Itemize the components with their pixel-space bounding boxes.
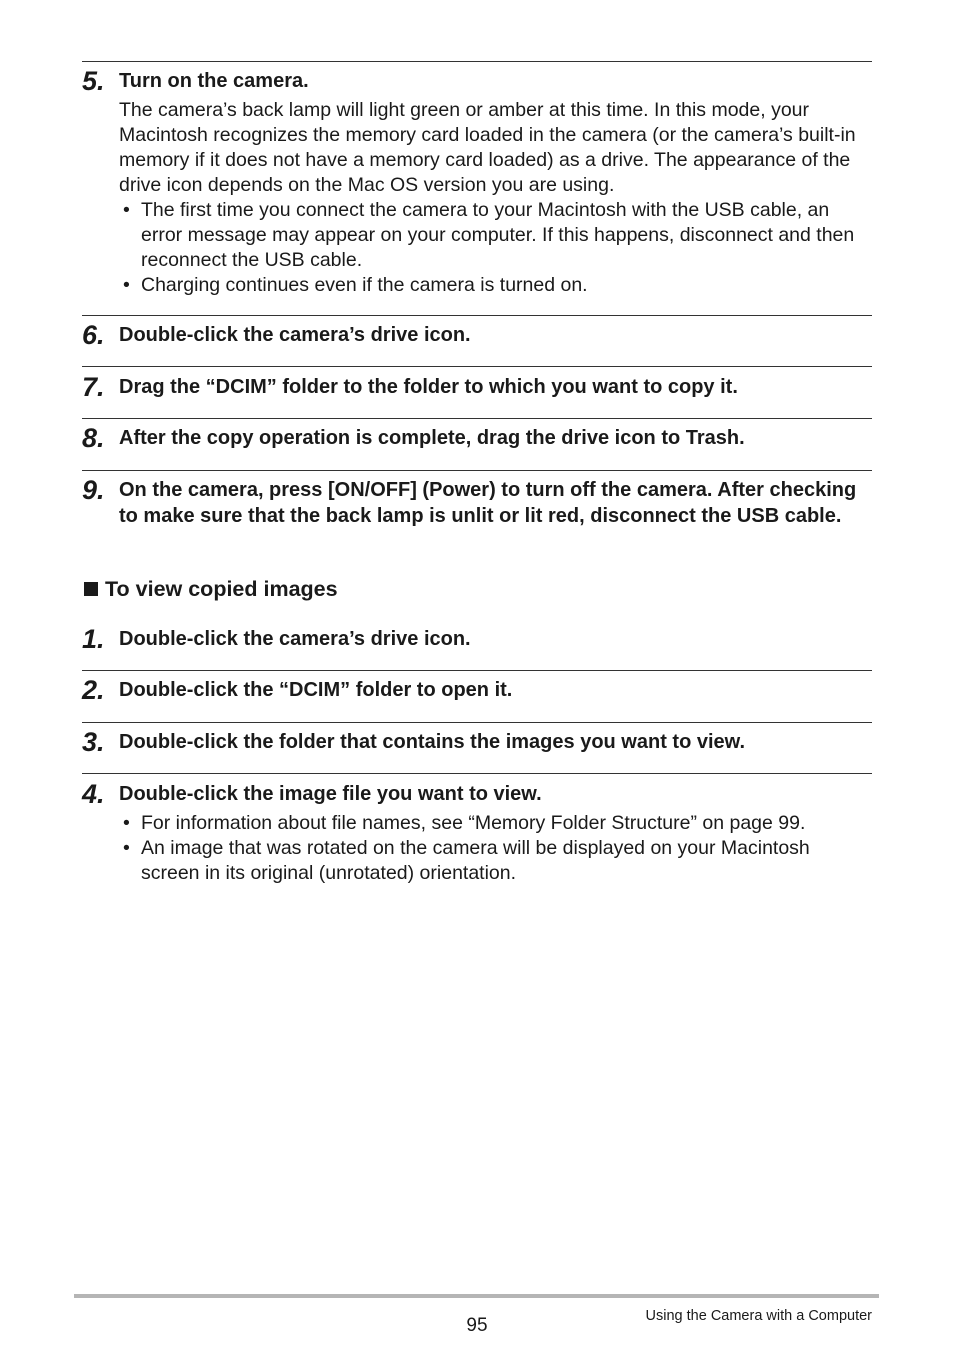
chapter-title: Using the Camera with a Computer	[645, 1308, 872, 1324]
page-number: 95	[466, 1315, 488, 1336]
step-title: Drag the “DCIM” folder to the folder to which you want to copy it.	[119, 376, 738, 398]
step-title: Double-click the camera’s drive icon.	[119, 324, 471, 346]
square-bullet-icon	[84, 582, 98, 596]
step-divider	[82, 470, 872, 471]
step-number: 7.	[82, 372, 105, 402]
step-number: 6.	[82, 320, 105, 350]
step-number: 4.	[82, 779, 105, 809]
bullet-text: An image that was rotated on the camera will be displayed on your Macintosh screen in its original (unrotated) orientation.	[141, 837, 810, 884]
bullet-dot: •	[123, 199, 130, 221]
step-title: Double-click the folder that contains the images you want to view.	[119, 731, 746, 753]
step-divider	[82, 722, 872, 723]
step-title: Turn on the camera.	[119, 70, 309, 92]
step-number: 5.	[82, 66, 105, 96]
step-title: Double-click the “DCIM” folder to open it.	[119, 679, 513, 701]
bullet-dot: •	[123, 837, 130, 859]
step-number: 9.	[82, 475, 105, 505]
section-heading	[84, 577, 338, 602]
step-divider	[82, 773, 872, 774]
step-number: 3.	[82, 727, 105, 757]
bullet-dot: •	[123, 812, 130, 834]
bullet-text: Charging continues even if the camera is turned on.	[141, 274, 588, 296]
step-divider	[82, 315, 872, 316]
bullet-text: For information about file names, see “Memory Folder Structure” on page 99.	[141, 812, 806, 834]
footer-divider	[74, 1294, 879, 1298]
step-number: 2.	[82, 675, 105, 705]
step-divider	[82, 670, 872, 671]
step-divider	[82, 61, 872, 62]
step-title: After the copy operation is complete, drag the drive icon to Trash.	[119, 427, 745, 449]
step-divider	[82, 366, 872, 367]
step-number: 8.	[82, 423, 105, 453]
step-title: Double-click the camera’s drive icon.	[119, 628, 471, 650]
step-title: On the camera, press [ON/OFF] (Power) to turn off the camera. After checking to make sure that the back lamp is unlit or lit red, disconnect the USB cable.	[119, 479, 857, 527]
step-number: 1.	[82, 624, 105, 654]
step-body: The camera’s back lamp will light green or amber at this time. In this mode, your Macintosh recognizes the memory card loaded in the camera (or the camera’s built-in memory if it does not have a memory card loaded) as a drive. The appearance of the drive icon depends on the Mac OS version you are using.	[119, 99, 856, 196]
step-divider	[82, 418, 872, 419]
step-title: Double-click the image file you want to view.	[119, 783, 542, 805]
section-heading-text: To view copied images	[105, 577, 338, 601]
bullet-dot: •	[123, 274, 130, 296]
bullet-text: The first time you connect the camera to your Macintosh with the USB cable, an error message may appear on your computer. If this happens, disconnect and then reconnect the USB cable.	[141, 199, 855, 271]
